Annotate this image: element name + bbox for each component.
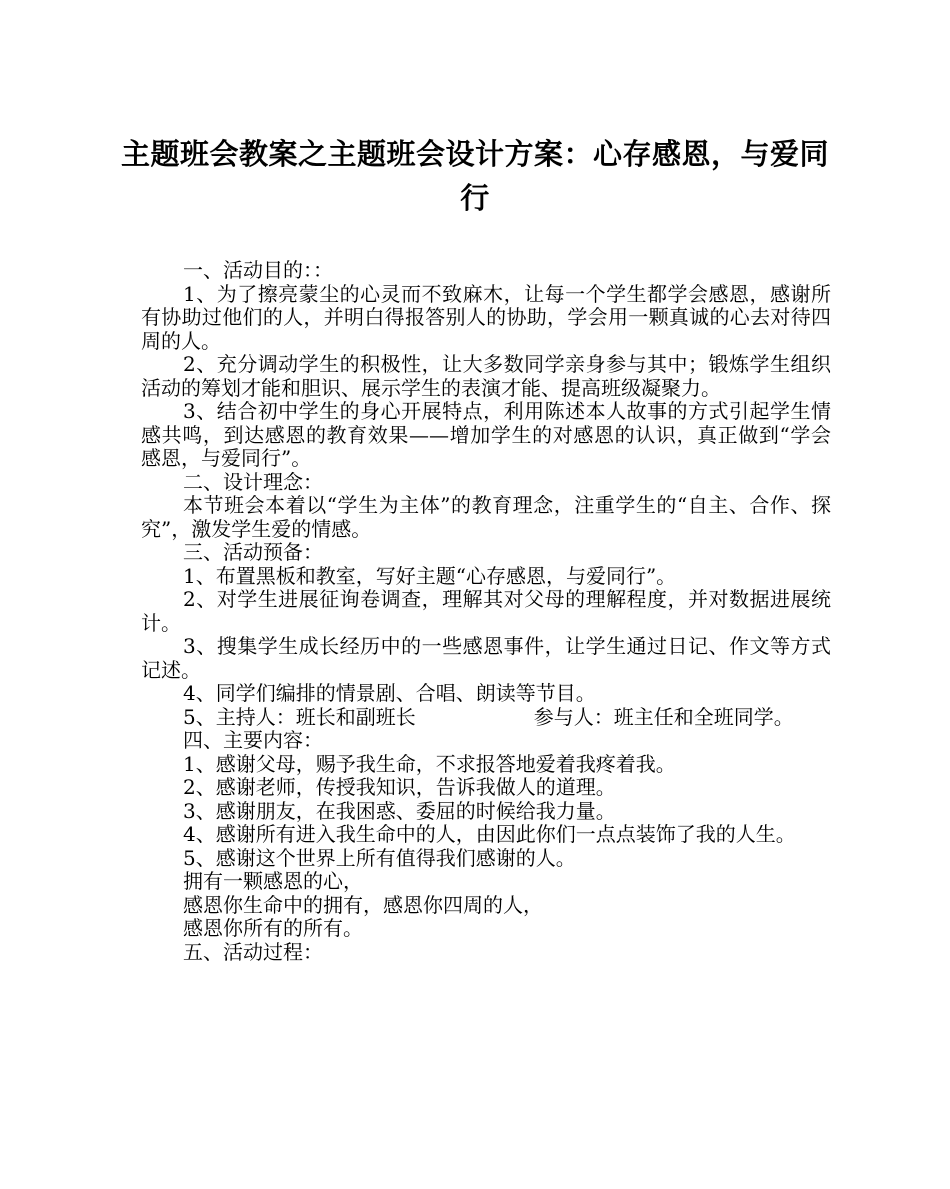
content-item-2: 2、感谢老师，传授我知识，告诉我做人的道理。 xyxy=(183,775,616,799)
section-heading-main-content: 四、主要内容： xyxy=(183,728,323,752)
content-item-4: 4、感谢所有进入我生命中的人，由因此你们一点点装饰了我的人生。 xyxy=(183,822,796,846)
preparation-item-2: 2、对学生进展征询卷调查，理解其对父母的理解程度，并对数据进展统计。 xyxy=(141,587,831,635)
section-heading-design-concept: 二、设计理念： xyxy=(183,469,323,494)
poem-line-3: 感恩你所有的所有。 xyxy=(183,916,363,940)
preparation-item-5 xyxy=(141,706,831,730)
content-item-3: 3、感谢朋友，在我困惑、委屈的时候给我力量。 xyxy=(183,798,616,823)
preparation-item-1: 1、布置黑板和教室，写好主题“心存感恩，与爱同行”。 xyxy=(183,563,677,588)
purpose-item-3: 3、结合初中学生的身心开展特点，利用陈述本人故事的方式引起学生情感共鸣，到达感恩的教育效果——增加学生的对感恩的认识，真正做到“学会感恩，与爱同行”。 xyxy=(141,399,831,470)
content-item-1: 1、感谢父母，赐予我生命，不求报答地爱着我疼着我。 xyxy=(183,751,676,776)
poem-line-2: 感恩你生命中的拥有，感恩你四周的人， xyxy=(183,892,543,917)
preparation-item-4: 4、同学们编排的情景剧、合唱、朗读等节目。 xyxy=(183,681,596,705)
document-body xyxy=(141,259,831,964)
section-heading-preparation: 三、活动预备： xyxy=(183,540,323,564)
purpose-item-2: 2、充分调动学生的积极性，让大多数同学亲身参与其中；锻炼学生组织活动的筹划才能和胆识、展示学生的表演才能、提高班级凝聚力。 xyxy=(141,352,831,400)
section-heading-purpose: 一、活动目的：： xyxy=(183,258,333,282)
purpose-item-1: 1、为了擦亮蒙尘的心灵而不致麻木，让每一个学生都学会感恩，感谢所有协助过他们的人，并明白得报答别人的协助，学会用一颗真诚的心去对待四周的人。 xyxy=(141,281,831,353)
section-heading-process: 五、活动过程： xyxy=(183,939,323,964)
document-title: 主题班会教案之主题班会设计方案：心存感恩，与爱同行 xyxy=(120,137,829,215)
design-concept-text: 本节班会本着以“学生为主体”的教育理念，注重学生的“自主、合作、探究”，激发学生爱的情感。 xyxy=(141,493,831,541)
content-item-5: 5、感谢这个世界上所有值得我们感谢的人。 xyxy=(183,845,576,870)
participants-text: 参与人：班主任和全班同学。 xyxy=(533,704,794,729)
host-text: 5、主持人：班长和副班长 xyxy=(183,704,416,729)
preparation-item-3: 3、搜集学生成长经历中的一些感恩事件，让学生通过日记、作文等方式记述。 xyxy=(141,634,831,682)
poem-line-1: 拥有一颗感恩的心， xyxy=(183,869,363,893)
